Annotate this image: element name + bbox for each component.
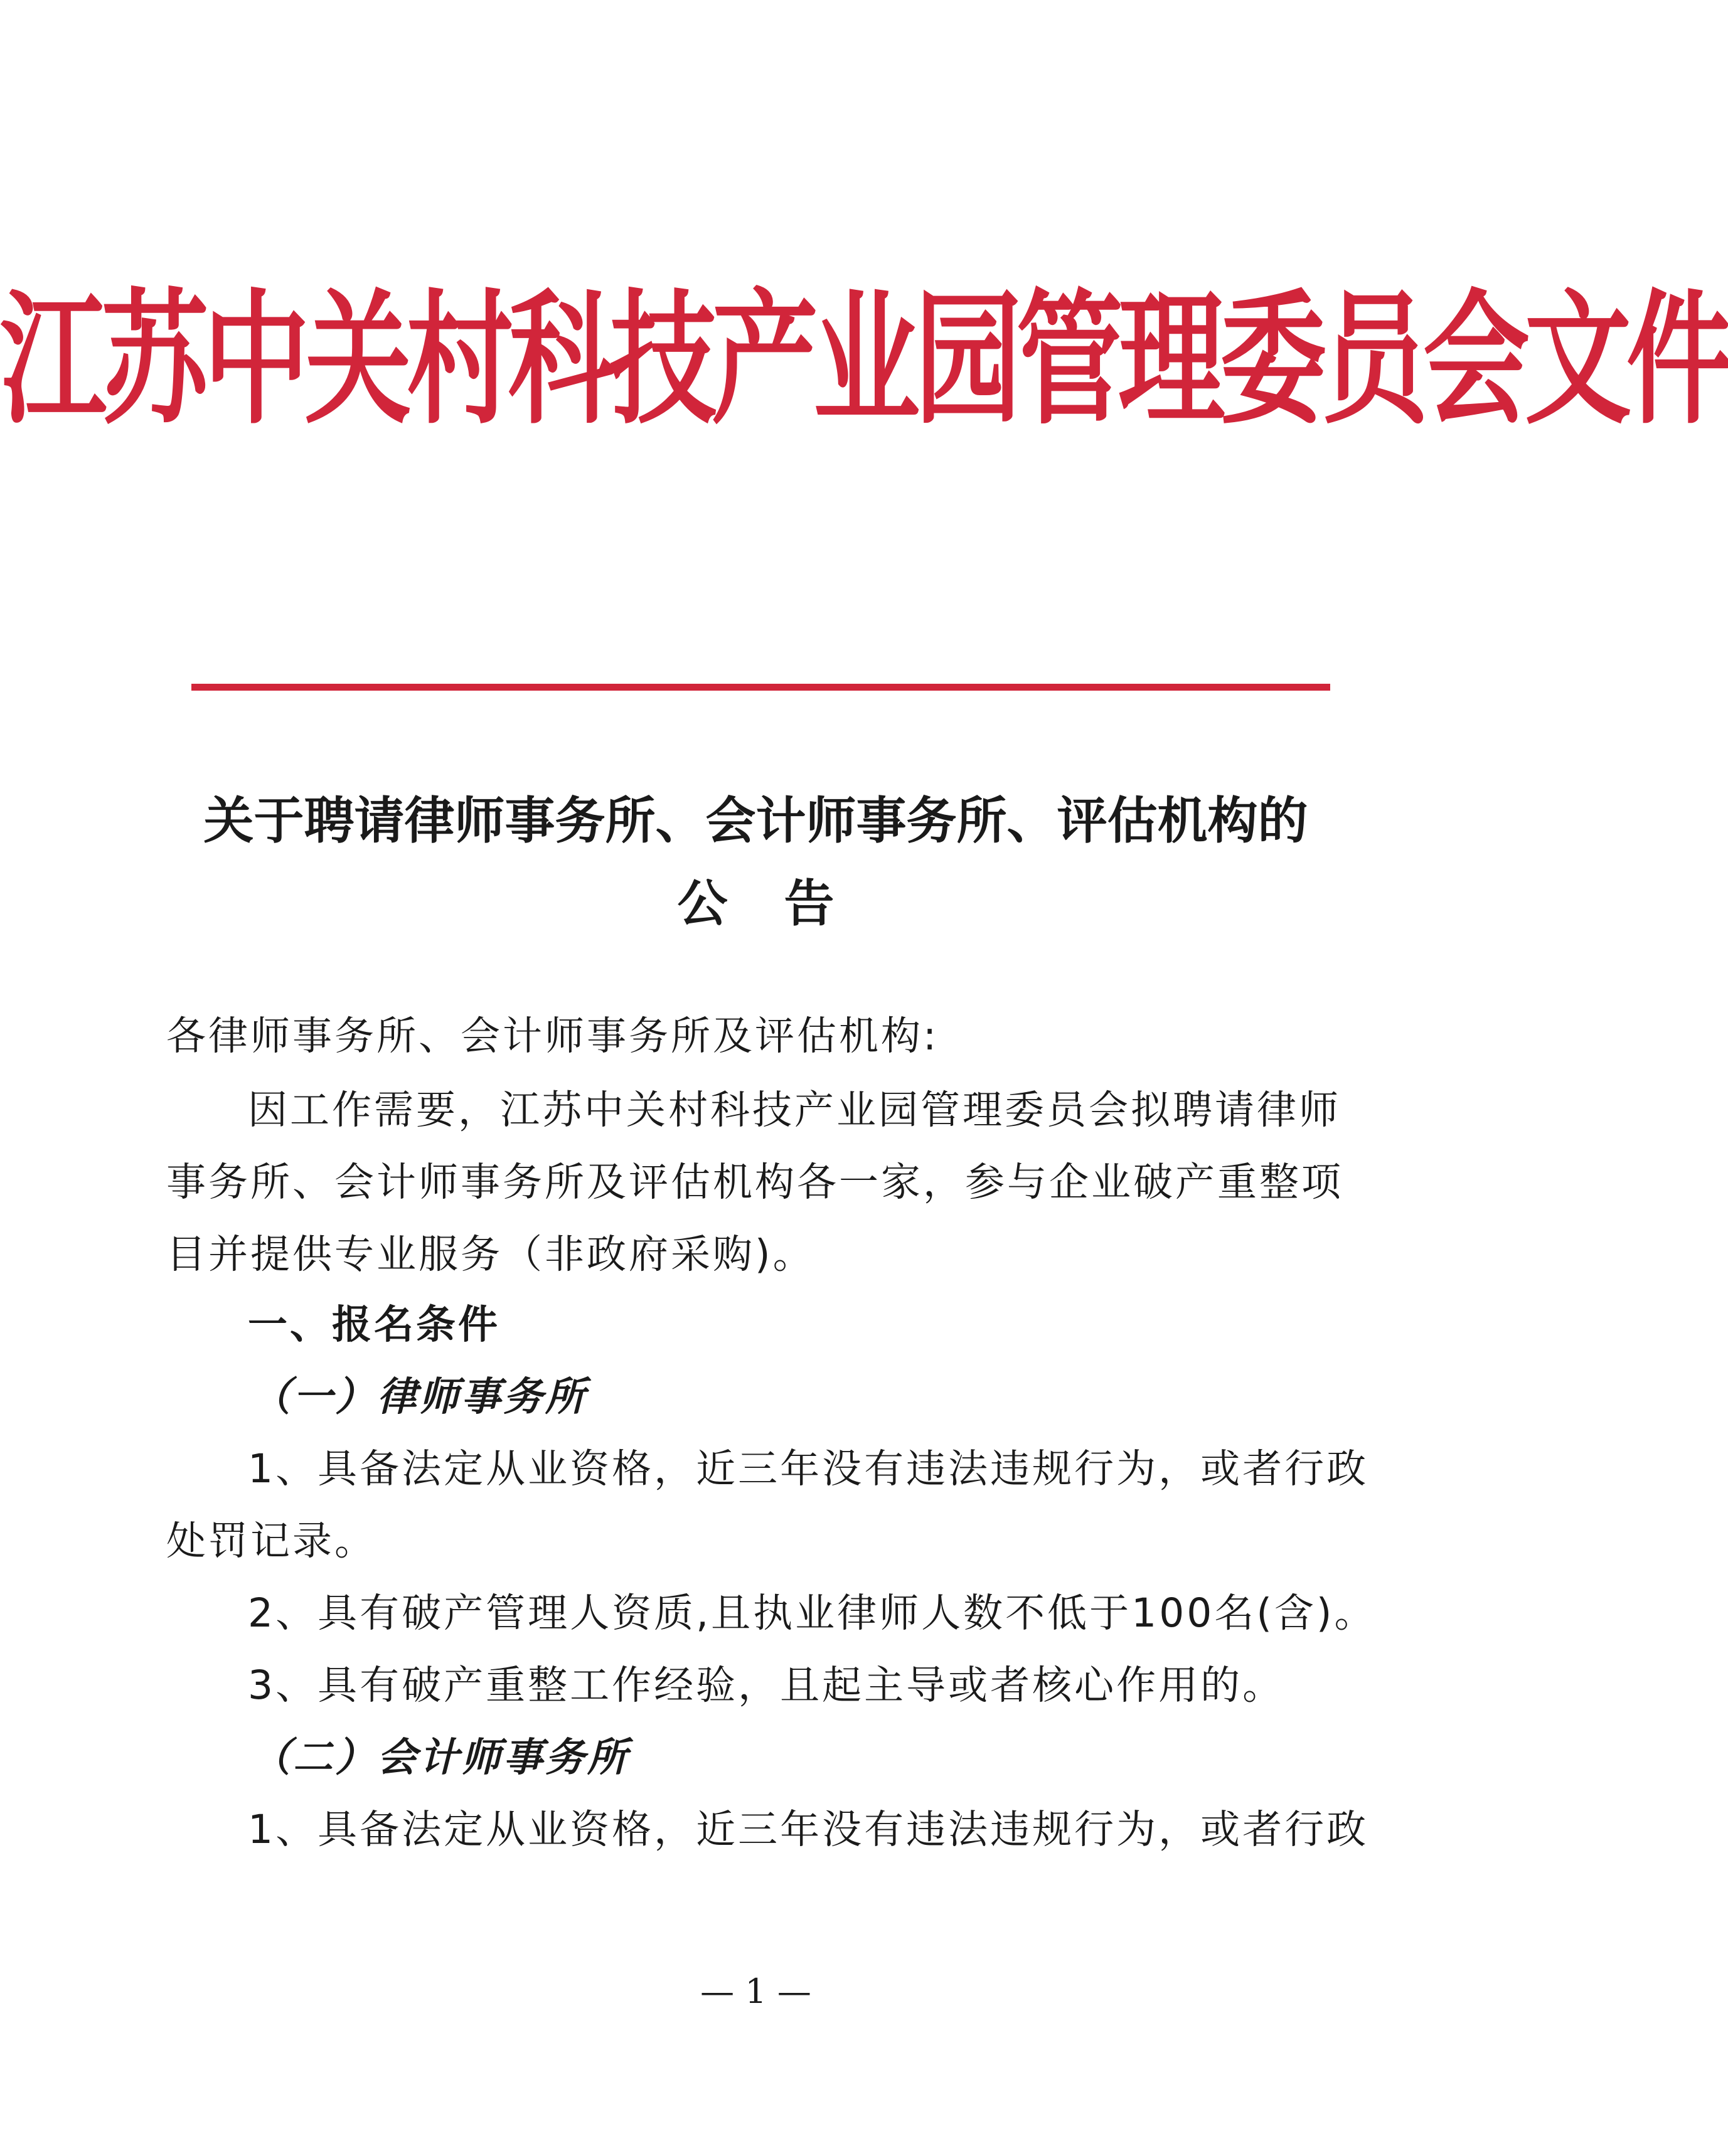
page-number: — 1 — [700,1972,811,2011]
intro-line-1: 因工作需要，江苏中关村科技产业园管理委员会拟聘请律师 [248,1087,1341,1133]
law-firm-item2: 2、具有破产管理人资质,且执业律师人数不低于100名(含)。 [248,1590,1377,1636]
accounting-firm-item1-line1: 1、具备法定从业资格，近三年没有违法违规行为，或者行政 [248,1807,1369,1852]
masthead-title: 江苏中关村科技产业园管理委员会文件 [0,277,1728,445]
salutation: 各律师事务所、会计师事务所及评估机构: [166,1013,939,1059]
law-firm-item3: 3、具有破产重整工作经验，且起主导或者核心作用的。 [248,1662,1285,1708]
masthead-red-rule [191,684,1330,691]
law-firm-item1-line2: 处罚记录。 [166,1518,376,1564]
law-firm-heading: （一）律师事务所 [251,1373,587,1420]
intro-line-2: 事务所、会计师事务所及评估机构各一家，参与企业破产重整项 [166,1159,1343,1205]
section1-heading: 一、报名条件 [248,1302,500,1347]
intro-line-3: 目并提供专业服务（非政府采购)。 [166,1231,815,1277]
accounting-firm-heading: （二）会计师事务所 [251,1734,629,1780]
law-firm-item1-line1: 1、具备法定从业资格，近三年没有违法违规行为，或者行政 [248,1446,1369,1492]
document-title-line1: 关于聘请律师事务所、会计师事务所、评估机构的 [203,791,1308,850]
document-title-line2: 公告 [677,874,891,933]
